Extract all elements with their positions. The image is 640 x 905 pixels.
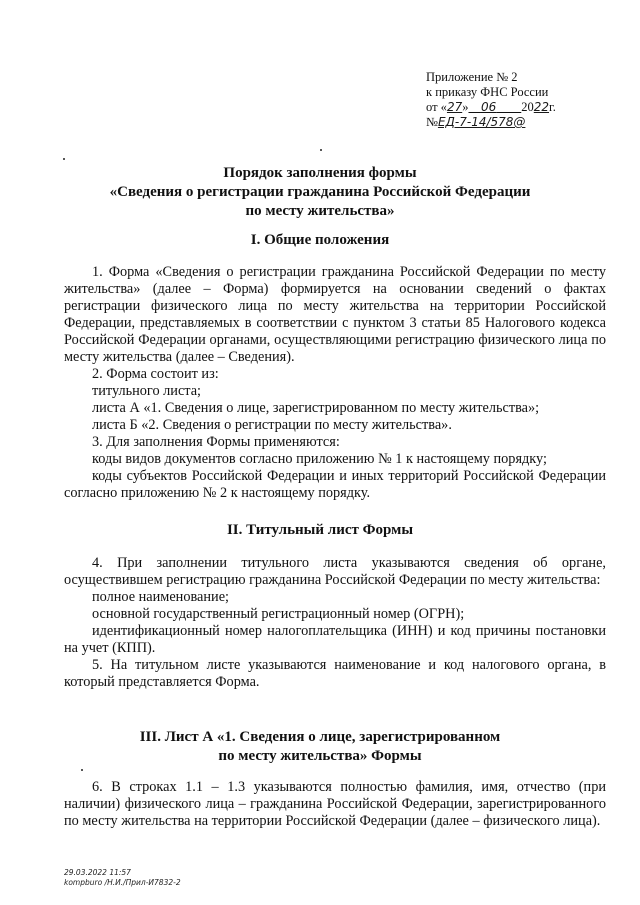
annex-number (426, 115, 556, 130)
title-line-1: Порядок заполнения формы (223, 165, 417, 181)
paragraph: титульного листа; (92, 383, 202, 399)
annex-line-1: Приложение № 2 (426, 70, 518, 84)
paragraph: коды видов документов согласно приложению № 1 к настоящему порядку; (92, 451, 547, 467)
section-2-body (64, 555, 606, 691)
paragraph: 2. Форма состоит из: (92, 366, 219, 382)
paragraph: коды субъектов Российской Федерации и иных территорий Российской Федерации согласно приложению № 2 к настоящему порядку. (64, 468, 606, 501)
paragraph: полное наименование; (92, 589, 230, 605)
paragraph: 4. При заполнении титульного листа указываются сведения об органе, осуществившем регистрацию гражданина Российской Федерации по месту жительства: (64, 555, 606, 588)
annex-date-prefix: от « (426, 100, 447, 114)
scan-speck (320, 149, 322, 151)
section-2-heading: II. Титульный лист Формы (226, 522, 414, 538)
footer-line-1: 29.03.2022 11:57 (64, 868, 131, 877)
annex-line-2: к приказу ФНС России (426, 85, 549, 99)
annex-date-month: 06 (480, 100, 497, 114)
scan-speck (63, 158, 65, 160)
paragraph: листа А «1. Сведения о лице, зарегистрированном по месту жительства»; (92, 400, 540, 416)
annex-date-year: 22 (533, 100, 550, 114)
annex-date-mid: » (462, 100, 469, 114)
section-1-heading: I. Общие положения (250, 232, 390, 248)
paragraph: основной государственный регистрационный номер (ОГРН); (92, 606, 465, 622)
paragraph: 1. Форма «Сведения о регистрации гражданина Российской Федерации по месту жительства» (далее – Форма) формируется на основании сведений о фактах регистрации физического лица по месту жительства на территории Российской Федерации, представляемых в соответствии с пунктом 3 статьи 85 Налогового кодекса Российской Федерации органами, осуществляющими регистрацию физического лица по месту жительства (далее – Сведения). (64, 264, 606, 365)
section-3-heading-line-2: по месту жительства» Формы (218, 748, 422, 764)
paragraph: 5. На титульном листе указываются наименование и код налогового органа, в который представляется Форма. (64, 657, 606, 690)
annex-number-value: ЕД-7-14/578@ (437, 115, 526, 129)
paragraph: 6. В строках 1.1 – 1.3 указываются полностью фамилия, имя, отчество (при наличии) физического лица – гражданина Российской Федерации, зарегистрированного по месту жительства на территории Российской Федерации (далее – физического лица). (64, 779, 606, 829)
paragraph: листа Б «2. Сведения о регистрации по месту жительства». (92, 417, 452, 433)
annex-date-suffix: г. (549, 100, 556, 114)
section-3-heading (0, 728, 640, 766)
footer-line-2: kompburo /Н.И./Прил-И7832-2 (64, 878, 181, 887)
title-line-3: по месту жительства» (245, 203, 395, 219)
annex-date-day: 27 (446, 100, 463, 114)
section-1-body (64, 264, 606, 502)
section-3-body (64, 779, 606, 830)
annex-date-year-prefix: 20 (521, 100, 534, 114)
section-3-heading-line-1: III. Лист А «1. Сведения о лице, зарегистрированном (139, 729, 501, 745)
annex-number-prefix: № (426, 115, 438, 129)
annex-block (426, 70, 556, 130)
annex-date-month-blank (468, 100, 521, 114)
title-line-2: «Сведения о регистрации гражданина Российской Федерации (109, 184, 531, 200)
paragraph: идентификационный номер налогоплательщика (ИНН) и код причины постановки на учет (КПП). (64, 623, 606, 656)
annex-date (426, 100, 556, 115)
paragraph: 3. Для заполнения Формы применяются: (92, 434, 340, 450)
scan-speck (81, 769, 83, 771)
document-title (0, 164, 640, 221)
footer-stamp (64, 868, 181, 888)
